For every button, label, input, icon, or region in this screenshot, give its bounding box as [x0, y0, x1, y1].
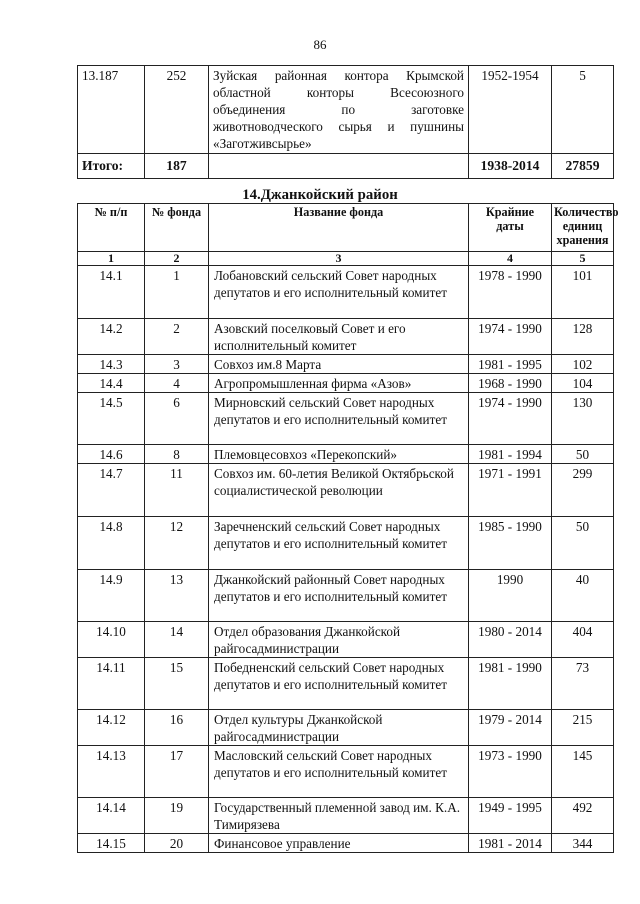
- fond-name: Совхоз им.8 Марта: [209, 355, 469, 374]
- header-row: [78, 204, 614, 252]
- fond-name: Мирновский сельский Совет народных депутатов и его исполнительный комитет: [209, 393, 469, 445]
- fond-name: Азовский поселковый Совет и его исполнительный комитет: [209, 319, 469, 355]
- item-count: 130: [552, 393, 614, 445]
- date-range: 1974 - 1990: [469, 393, 552, 445]
- row-index: 14.12: [78, 710, 145, 746]
- total-row: [78, 154, 614, 179]
- item-count: 5: [552, 66, 614, 154]
- table-row: [78, 464, 614, 517]
- item-count: 40: [552, 570, 614, 622]
- fond-name: Победненский сельский Совет народных депутатов и его исполнительный комитет: [209, 658, 469, 710]
- item-count: 73: [552, 658, 614, 710]
- date-range: 1973 - 1990: [469, 746, 552, 798]
- table-body: [78, 266, 614, 853]
- column-number: 5: [552, 252, 614, 266]
- item-count: 404: [552, 622, 614, 658]
- fond-name: Отдел культуры Джанкойской райгосадминистрации: [209, 710, 469, 746]
- date-range: 1949 - 1995: [469, 798, 552, 834]
- fond-number: 17: [145, 746, 209, 798]
- table-row: [78, 798, 614, 834]
- fond-number: 252: [145, 66, 209, 154]
- fond-number: 2: [145, 319, 209, 355]
- fond-name: Отдел образования Джанкойской райгосадминистрации: [209, 622, 469, 658]
- header-name: Название фонда: [209, 204, 469, 252]
- item-count: 299: [552, 464, 614, 517]
- section-title: 14.Джанкойский район: [242, 187, 398, 203]
- date-range: 1974 - 1990: [469, 319, 552, 355]
- total-label: Итого:: [78, 154, 145, 179]
- table-row: [78, 374, 614, 393]
- total-fond-count: 187: [145, 154, 209, 179]
- fond-name: Агропромышленная фирма «Азов»: [209, 374, 469, 393]
- fond-number: 16: [145, 710, 209, 746]
- row-index: 14.3: [78, 355, 145, 374]
- column-number-row: [78, 252, 614, 266]
- total-empty-cell: [209, 154, 469, 179]
- header-index: № п/п: [78, 204, 145, 252]
- fond-number: 4: [145, 374, 209, 393]
- fond-name: Совхоз им. 60-летия Великой Октябрьской социалистической революции: [209, 464, 469, 517]
- item-count: 215: [552, 710, 614, 746]
- row-index: 14.11: [78, 658, 145, 710]
- item-count: 492: [552, 798, 614, 834]
- date-range: 1981 - 1990: [469, 658, 552, 710]
- fond-number: 11: [145, 464, 209, 517]
- item-count: 128: [552, 319, 614, 355]
- fond-number: 8: [145, 445, 209, 464]
- date-range: 1980 - 2014: [469, 622, 552, 658]
- table-row: [78, 622, 614, 658]
- header-count: Количество единиц хранения: [552, 204, 614, 252]
- date-range: 1981 - 1994: [469, 445, 552, 464]
- date-range: 1968 - 1990: [469, 374, 552, 393]
- header-fond: № фонда: [145, 204, 209, 252]
- fond-name: Масловский сельский Совет народных депутатов и его исполнительный комитет: [209, 746, 469, 798]
- fond-name: Государственный племенной завод им. К.А. Тимирязева: [209, 798, 469, 834]
- item-count: 50: [552, 445, 614, 464]
- row-index: 13.187: [78, 66, 145, 154]
- row-index: 14.8: [78, 517, 145, 570]
- fond-number: 20: [145, 834, 209, 853]
- date-range: 1990: [469, 570, 552, 622]
- fond-number: 13: [145, 570, 209, 622]
- row-index: 14.2: [78, 319, 145, 355]
- fond-number: 15: [145, 658, 209, 710]
- fond-number: 19: [145, 798, 209, 834]
- row-index: 14.13: [78, 746, 145, 798]
- table-row: [78, 834, 614, 853]
- row-index: 14.10: [78, 622, 145, 658]
- item-count: 102: [552, 355, 614, 374]
- row-index: 14.6: [78, 445, 145, 464]
- date-range: 1981 - 2014: [469, 834, 552, 853]
- row-index: 14.4: [78, 374, 145, 393]
- table-row: [78, 393, 614, 445]
- row-index: 14.15: [78, 834, 145, 853]
- table-row: [78, 658, 614, 710]
- table-row: [78, 517, 614, 570]
- item-count: 145: [552, 746, 614, 798]
- item-count: 344: [552, 834, 614, 853]
- fond-name: Племовцесовхоз «Перекопский»: [209, 445, 469, 464]
- item-count: 104: [552, 374, 614, 393]
- fond-number: 12: [145, 517, 209, 570]
- table-row: [78, 445, 614, 464]
- fond-name: Зуйская районная контора Крымской областной конторы Всесоюзного объединения по заготовке животноводческого сырья и пушнины «Заготживсырье»: [209, 66, 469, 154]
- table-row: [78, 746, 614, 798]
- column-number: 2: [145, 252, 209, 266]
- column-number: 4: [469, 252, 552, 266]
- fond-number: 1: [145, 266, 209, 319]
- column-number: 1: [78, 252, 145, 266]
- fond-name: Лобановский сельский Совет народных депутатов и его исполнительный комитет: [209, 266, 469, 319]
- column-number: 3: [209, 252, 469, 266]
- row-index: 14.7: [78, 464, 145, 517]
- table-row: [78, 355, 614, 374]
- date-range: 1952-1954: [469, 66, 552, 154]
- total-item-count: 27859: [552, 154, 614, 179]
- table-row: [78, 570, 614, 622]
- fonds-table: [77, 203, 619, 853]
- date-range: 1985 - 1990: [469, 517, 552, 570]
- fond-number: 3: [145, 355, 209, 374]
- table-row: [78, 710, 614, 746]
- fond-number: 6: [145, 393, 209, 445]
- item-count: 101: [552, 266, 614, 319]
- page-number: 86: [313, 37, 327, 52]
- table-row: [78, 66, 614, 154]
- row-index: 14.14: [78, 798, 145, 834]
- item-count: 50: [552, 517, 614, 570]
- fond-name: Джанкойский районный Совет народных депутатов и его исполнительный комитет: [209, 570, 469, 622]
- row-index: 14.1: [78, 266, 145, 319]
- date-range: 1979 - 2014: [469, 710, 552, 746]
- row-index: 14.5: [78, 393, 145, 445]
- table-row: [78, 319, 614, 355]
- date-range: 1971 - 1991: [469, 464, 552, 517]
- table-row: [78, 266, 614, 319]
- fond-name: Финансовое управление: [209, 834, 469, 853]
- total-date-range: 1938-2014: [469, 154, 552, 179]
- date-range: 1981 - 1995: [469, 355, 552, 374]
- fond-name: Заречненский сельский Совет народных депутатов и его исполнительный комитет: [209, 517, 469, 570]
- row-index: 14.9: [78, 570, 145, 622]
- header-dates: Крайние даты: [469, 204, 552, 252]
- fond-number: 14: [145, 622, 209, 658]
- date-range: 1978 - 1990: [469, 266, 552, 319]
- previous-section-table: [77, 65, 614, 179]
